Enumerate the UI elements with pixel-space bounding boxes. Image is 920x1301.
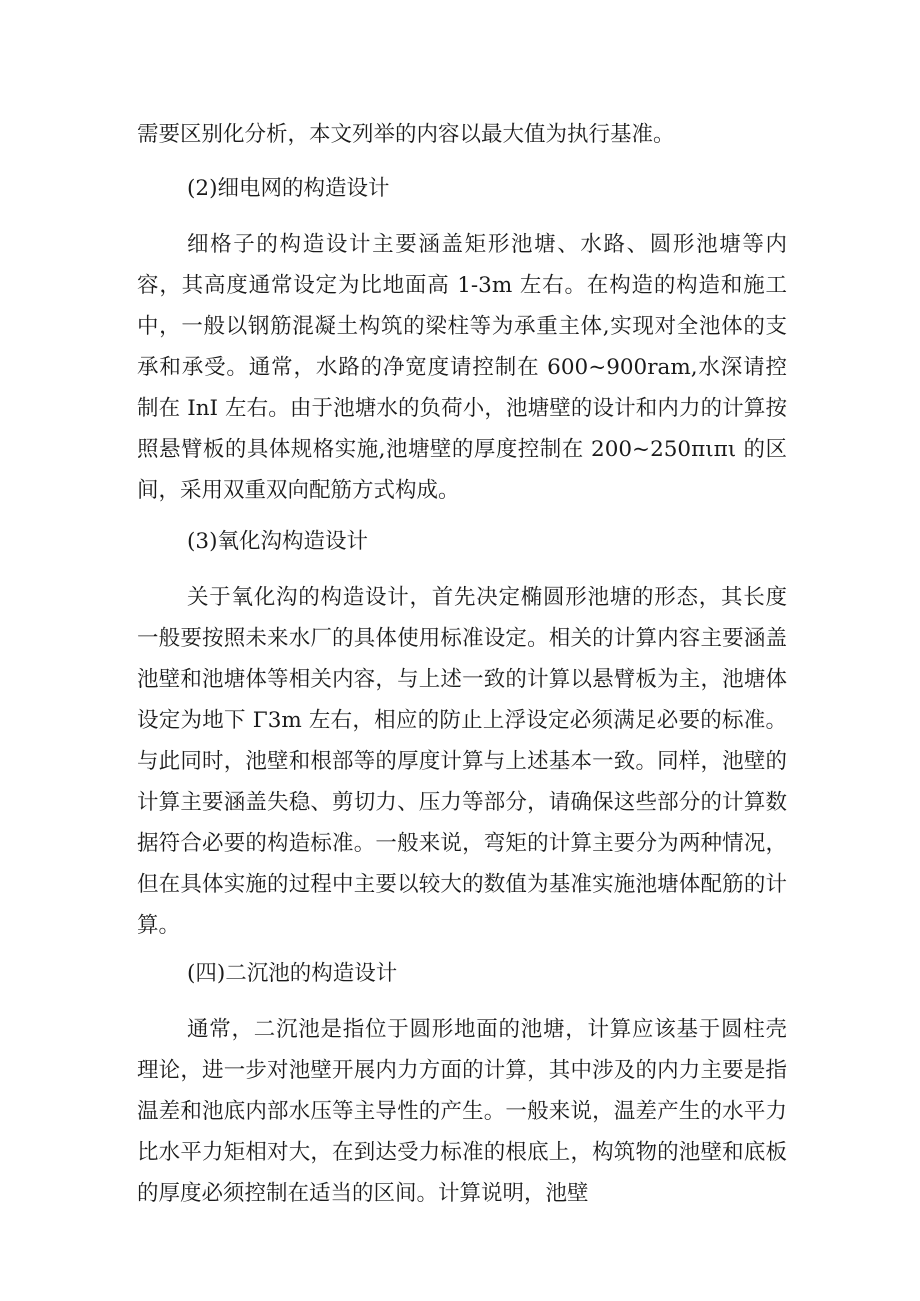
section-heading-oxidation-ditch: (3)氧化沟构造设计 [187, 529, 368, 554]
section-heading-secondary-clarifier: (四)二沉池的构造设计 [187, 961, 398, 986]
section-heading-fine-grid: (2)细电网的构造设计 [187, 176, 390, 201]
section-body-oxidation-ditch: 关于氧化沟的构造设计，首先决定椭圆形池塘的形态，其长度一般要按照未来水厂的具体使用标准设定。相关的计算内容主要涵盖池壁和池塘体等相关内容，与上述一致的计算以悬臂板为主，池塘体设定为地下 Γ3m 左右，相应的防止上浮设定必须满足必要的标准。与此同时，池壁和根部等的厚度计算与上述基本一致。同样，池壁的计算主要涵盖失稳、剪切力、压力等部分，请确保这些部分的计算数据符合必要的构造标准。一般来说，弯矩的计算主要分为两种情况，但在具体实施的过程中主要以较大的数值为基准实施池塘体配筋的计算。 [137, 585, 787, 938]
section-body-secondary-clarifier: 通常，二沉池是指位于圆形地面的池塘，计算应该基于圆柱壳理论，进一步对池壁开展内力方面的计算，其中涉及的内力主要是指温差和池底内部水压等主导性的产生。一般来说，温差产生的水平力比水平力矩相对大，在到达受力标准的根底上，构筑物的池壁和底板的厚度必须控制在适当的区间。计算说明，池壁 [137, 1017, 787, 1206]
lead-paragraph: 需要区别化分析，本文列举的内容以最大值为执行基准。 [137, 122, 675, 147]
section-body-fine-grid: 细格子的构造设计主要涵盖矩形池塘、水路、圆形池塘等内容，其高度通常设定为比地面高 1-3m 左右。在构造的构造和施工中，一般以钢筋混凝土构筑的梁柱等为承重主体,实现对全池体的支承和承受。通常，水路的净宽度请控制在 600~900ram,水深请控制在 InI 左右。由于池塘水的负荷小，池塘壁的设计和内力的计算按照悬臂板的具体规格实施,池塘壁的厚度控制在 200~250πιπι 的区间，采用双重双向配筋方式构成。 [137, 232, 787, 503]
